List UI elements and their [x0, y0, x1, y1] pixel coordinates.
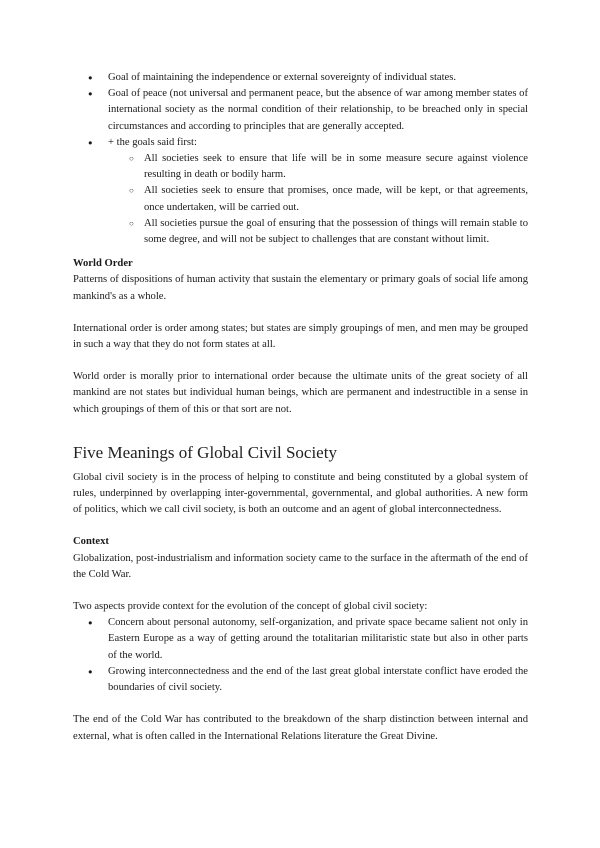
paragraph: Globalization, post-industrialism and information society came to the surface in the aftermath of the end of the Cold War. [73, 552, 528, 580]
list-item: ○ All societies pursue the goal of ensuring that the possession of things will remain stable to some degree, and will not be subject to challenges that are constant without limit. [108, 216, 528, 248]
paragraph: Global civil society is in the process of helping to constitute and being constituted by a global system of rules, underpinned by overlapping inter-governmental, governmental, and global authorities. A new form of politics, which we call civil society, is both an outcome and an agent of global interconnectedness. [73, 471, 528, 516]
context-heading: Context [73, 536, 109, 548]
document-content [73, 70, 528, 745]
list-item: ● Goal of peace (not universal and permanent peace, but the absence of war among member states of international society as the normal condition of their relationship, to be breached only in special circumstances and according to principles that are generally accepted. [73, 86, 528, 135]
paragraph: Patterns of dispositions of human activity that sustain the elementary or primary goals of social life among mankind's as a whole. [73, 274, 528, 302]
goals-list [73, 70, 528, 248]
list-item: ● Concern about personal autonomy, self-organization, and private space became salient not only in Eastern Europe as a way of getting around the totalitarian militaristic state but also in other parts of the world. [73, 615, 528, 664]
paragraph: Two aspects provide context for the evolution of the concept of global civil society: [73, 601, 428, 613]
context-list [73, 615, 528, 696]
list-item: ● Growing interconnectedness and the end of the last great global interstate conflict have eroded the boundaries of civil society. [73, 664, 528, 696]
list-item-text: + the goals said first: [108, 136, 197, 148]
world-order-heading: World Order [73, 258, 133, 270]
list-item: ● Goal of maintaining the independence or external sovereignty of individual states. [73, 70, 528, 86]
list-item: ○ All societies seek to ensure that promises, once made, will be kept, or that agreements, once undertaken, will be carried out. [108, 183, 528, 215]
paragraph: International order is order among states; but states are simply groupings of men, and men may be grouped in such a way that they do not form states at all. [73, 322, 528, 351]
list-item [73, 135, 528, 248]
society-goals-list [108, 151, 528, 248]
section-title: Five Meanings of Global Civil Society [73, 442, 337, 462]
paragraph: The end of the Cold War has contributed to the breakdown of the sharp distinction between internal and external, what is often called in the International Relations literature the Great Divine. [73, 714, 528, 742]
list-item: ○ All societies seek to ensure that life will be in some measure secure against violence resulting in death or bodily harm. [108, 151, 528, 183]
paragraph: World order is morally prior to international order because the ultimate units of the great society of all mankind are not states but individual human beings, which are permanent and indestructible in a sense in which groupings of them of this or that sort are not. [73, 371, 528, 415]
